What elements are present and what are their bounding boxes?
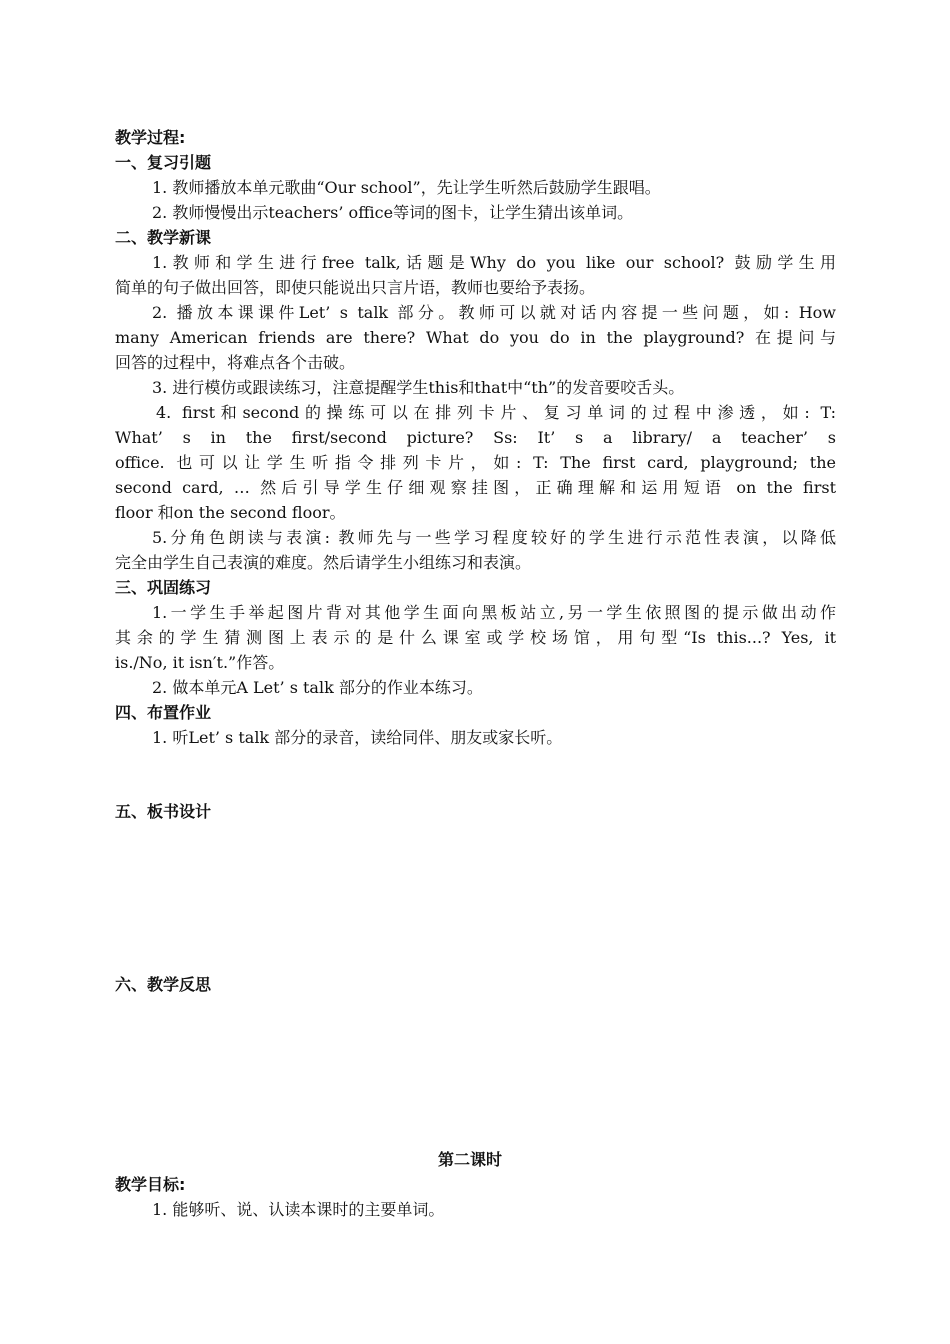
new-lesson-item-5-line-1: 5.分角色朗读与表演: 教师先与一些学习程度较好的学生进行示范性表演，以降低 (152, 528, 836, 547)
new-lesson-item-4-line-1: 4. first和second的操练可以在排列卡片、复习单词的过程中渗透，如: T: (156, 403, 836, 422)
new-lesson-item-2-line-2: many American friends are there? What do you do in the playground? 在提问与 (115, 328, 836, 347)
section-board-design-heading: 五、板书设计 (115, 802, 212, 821)
section-reflection-heading: 六、教学反思 (115, 975, 212, 994)
practice-item-2: 2. 做本单元A Let’ s talk 部分的作业本练习。 (152, 678, 483, 697)
new-lesson-item-3: 3. 进行模仿或跟读练习，注意提醒学生this和that中“th”的发音要咬舌头。 (152, 378, 685, 397)
process-heading: 教学过程: (115, 128, 186, 147)
teaching-goal-heading: 教学目标: (115, 1175, 186, 1194)
new-lesson-item-5-line-2: 完全由学生自己表演的难度。然后请学生小组练习和表演。 (115, 553, 532, 572)
new-lesson-item-4-line-5: floor 和on the second floor。 (115, 503, 346, 522)
lesson-two-title: 第二课时 (438, 1150, 503, 1169)
section-homework-heading: 四、布置作业 (115, 703, 212, 722)
section-new-lesson-heading: 二、教学新课 (115, 228, 212, 247)
practice-item-1-line-3: is./No, it isn′t.”作答。 (115, 653, 285, 672)
section-review-heading: 一、复习引题 (115, 153, 212, 172)
review-item-2: 2. 教师慢慢出示teachers’ office等词的图卡，让学生猜出该单词。 (152, 203, 634, 222)
review-item-1: 1. 教师播放本单元歌曲“Our school”，先让学生听然后鼓励学生跟唱。 (152, 178, 661, 197)
new-lesson-item-4-line-4: second card, … 然后引导学生仔细观察挂图，正确理解和运用短语 on the first (115, 478, 836, 497)
new-lesson-item-2-line-1: 2. 播放本课课件Let’ s talk 部分。教师可以就对话内容提一些问题，如: How (152, 303, 836, 322)
section-practice-heading: 三、巩固练习 (115, 578, 212, 597)
new-lesson-item-4-line-2: What’ s in the first/second picture? Ss: It’ s a library/ a teacher’ s (115, 428, 836, 447)
new-lesson-item-2-line-3: 回答的过程中，将难点各个击破。 (115, 353, 356, 372)
new-lesson-item-4-line-3: office. 也可以让学生听指令排列卡片，如: T: The first card, playground; the (115, 453, 836, 472)
practice-item-1-line-1: 1.一学生手举起图片背对其他学生面向黑板站立,另一学生依照图的提示做出动作 (152, 603, 836, 622)
practice-item-1-line-2: 其余的学生猜测图上表示的是什么课室或学校场馆，用句型“Is this...? Yes, it (115, 628, 836, 647)
homework-item-1: 1. 听Let’ s talk 部分的录音，读给同伴、朋友或家长听。 (152, 728, 563, 747)
new-lesson-item-1-line-2: 简单的句子做出回答，即使只能说出只言片语，教师也要给予表扬。 (115, 278, 596, 297)
new-lesson-item-1-line-1: 1.教师和学生进行free talk,话题是Why do you like our school? 鼓励学生用 (152, 253, 836, 272)
teaching-goal-item-1: 1. 能够听、说、认读本课时的主要单词。 (152, 1200, 445, 1219)
